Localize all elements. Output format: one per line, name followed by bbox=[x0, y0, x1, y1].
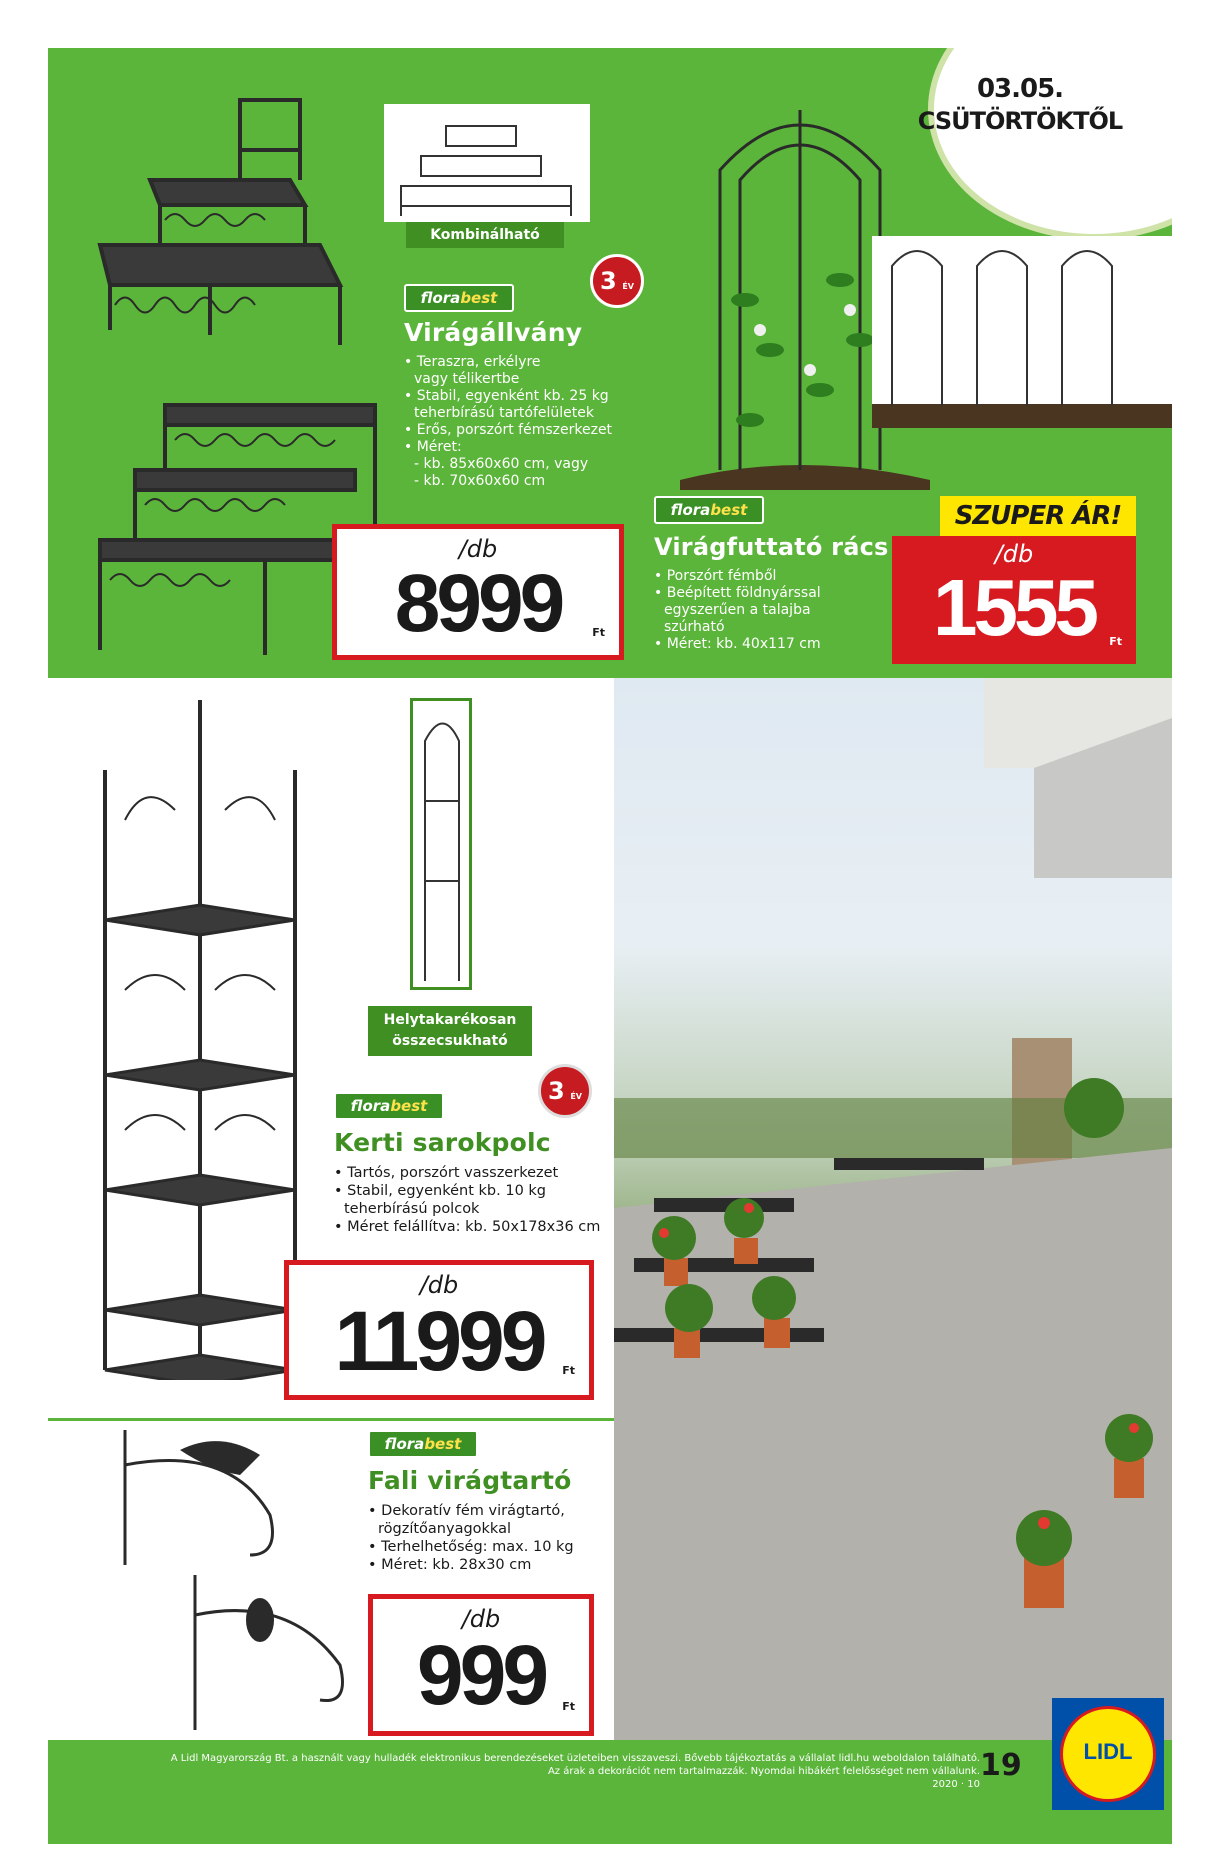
florabest-logo bbox=[368, 1430, 478, 1458]
foldable-label-line: Helytakarékosan bbox=[383, 1012, 517, 1028]
foldable-label bbox=[368, 1006, 532, 1056]
wall-holder-bullets bbox=[368, 1502, 608, 1574]
stand-bullet: vagy télikertbe bbox=[414, 371, 520, 387]
brand-part-2: best bbox=[460, 289, 498, 307]
corner-shelf-price-box bbox=[284, 1260, 594, 1400]
patio-lifestyle-photo bbox=[614, 678, 1172, 1740]
corner-plant-stand-image bbox=[90, 85, 360, 375]
brand-part-1: flora bbox=[420, 289, 461, 307]
date-badge-date: 03.05. bbox=[976, 74, 1064, 104]
trellis-price-box bbox=[892, 536, 1136, 664]
wall-holder-bullet: • Dekoratív fém virágtartó, bbox=[368, 1503, 565, 1519]
corner-shelf-price-unit: /db bbox=[419, 1271, 459, 1299]
florabest-logo bbox=[654, 496, 764, 524]
warranty-badge-years: 3 bbox=[600, 267, 617, 295]
stand-price-box bbox=[332, 524, 624, 660]
super-price-label: SZUPER ÁR! bbox=[940, 496, 1136, 536]
florabest-logo bbox=[404, 284, 514, 312]
corner-shelf-currency: Ft bbox=[562, 1364, 575, 1377]
lidl-logo bbox=[1052, 1698, 1164, 1810]
trellis-price: 1555 bbox=[933, 563, 1095, 652]
corner-shelf-bullet: • Stabil, egyenként kb. 10 kg bbox=[334, 1183, 546, 1199]
stand-title: Virágállvány bbox=[404, 318, 583, 347]
corner-shelf-title: Kerti sarokpolc bbox=[334, 1128, 551, 1157]
stand-bullet: • Erős, porszórt fémszerkezet bbox=[404, 422, 613, 438]
wall-holder-price-unit: /db bbox=[461, 1605, 501, 1633]
corner-shelf-bullet: • Méret felállítva: kb. 50x178x36 cm bbox=[334, 1219, 601, 1235]
section-divider bbox=[48, 1418, 614, 1421]
combinable-label: Kombinálható bbox=[406, 222, 564, 248]
trellis-bullet: • Beépített földnyárssal bbox=[654, 585, 821, 601]
corner-shelf-price: 11999 bbox=[334, 1294, 544, 1388]
trellis-bullet: • Méret: kb. 40x117 cm bbox=[654, 636, 821, 652]
page-number: 19 bbox=[980, 1748, 1022, 1783]
trellis-bullet: szúrható bbox=[664, 619, 725, 635]
footer-legal-line: A Lidl Magyarország Bt. a használt vagy hulladék elektronikus berendezéseket üzleteiben visszaveszi. Bővebb tájékoztatás a vállalat lidl.hu weboldalon található. bbox=[170, 1753, 980, 1764]
wall-holder-currency: Ft bbox=[562, 1700, 575, 1713]
trellis-price-unit: /db bbox=[994, 540, 1034, 568]
warranty-badge-unit: ÉV bbox=[570, 1092, 582, 1101]
trellis-currency: Ft bbox=[1109, 635, 1122, 648]
wall-holder-bullet: rögzítőanyagokkal bbox=[378, 1521, 511, 1537]
stand-bullet: teherbírású tartófelületek bbox=[414, 405, 594, 421]
trellis-variants-thumbnail bbox=[872, 236, 1172, 428]
warranty-badge-years: 3 bbox=[548, 1077, 565, 1105]
stand-bullet: - kb. 85x60x60 cm, vagy bbox=[414, 456, 589, 472]
stand-bullets bbox=[404, 354, 634, 490]
brand-part-2: best bbox=[424, 1435, 462, 1453]
brand-part-2: best bbox=[710, 501, 748, 519]
foldable-label-line: összecsukható bbox=[392, 1033, 508, 1049]
footer-legal-line: 2020 · 10 bbox=[932, 1779, 980, 1790]
footer-legal-line: Az árak a dekorációt nem tartalmazzák. Nyomdai hibákért felelősséget nem vállalunk. bbox=[547, 1766, 980, 1777]
brand-part-1: flora bbox=[384, 1435, 425, 1453]
lidl-logo-text: LIDL bbox=[1083, 1739, 1133, 1764]
warranty-badge bbox=[538, 1064, 592, 1118]
wall-holder-price-box bbox=[368, 1594, 594, 1736]
stand-bullet: - kb. 70x60x60 cm bbox=[414, 473, 546, 489]
wall-holder-title: Fali virágtartó bbox=[368, 1466, 572, 1495]
stand-bullet: • Teraszra, erkélyre bbox=[404, 354, 541, 370]
stand-price: 8999 bbox=[394, 558, 562, 649]
stand-variant-thumbnail bbox=[384, 104, 590, 222]
warranty-badge bbox=[590, 254, 644, 308]
stand-bullet: • Méret: bbox=[404, 439, 462, 455]
wall-holder-image bbox=[110, 1425, 360, 1735]
wall-holder-price: 999 bbox=[416, 1628, 546, 1722]
brand-part-2: best bbox=[390, 1097, 428, 1115]
trellis-title: Virágfuttató rács bbox=[654, 533, 889, 561]
footer-legal bbox=[150, 1752, 980, 1791]
folded-shelf-thumbnail bbox=[410, 698, 472, 990]
trellis-bullets bbox=[654, 568, 884, 653]
brand-part-1: flora bbox=[670, 501, 711, 519]
florabest-logo bbox=[334, 1092, 444, 1120]
corner-shelf-bullet: • Tartós, porszórt vasszerkezet bbox=[334, 1165, 559, 1181]
brand-part-1: flora bbox=[350, 1097, 391, 1115]
stand-price-unit: /db bbox=[458, 535, 498, 563]
stand-bullet: • Stabil, egyenként kb. 25 kg bbox=[404, 388, 609, 404]
date-badge-day: CSÜTÖRTÖKTŐL bbox=[917, 107, 1123, 135]
stand-currency: Ft bbox=[592, 626, 605, 639]
warranty-badge-unit: ÉV bbox=[622, 282, 634, 291]
wall-holder-bullet: • Terhelhetőség: max. 10 kg bbox=[368, 1539, 574, 1555]
corner-shelf-image bbox=[95, 690, 305, 1380]
wall-holder-bullet: • Méret: kb. 28x30 cm bbox=[368, 1557, 532, 1573]
corner-shelf-bullet: teherbírású polcok bbox=[344, 1201, 480, 1217]
corner-shelf-bullets bbox=[334, 1164, 604, 1236]
trellis-bullet: • Porszórt fémből bbox=[654, 568, 777, 584]
trellis-bullet: egyszerűen a talajba bbox=[664, 602, 811, 618]
